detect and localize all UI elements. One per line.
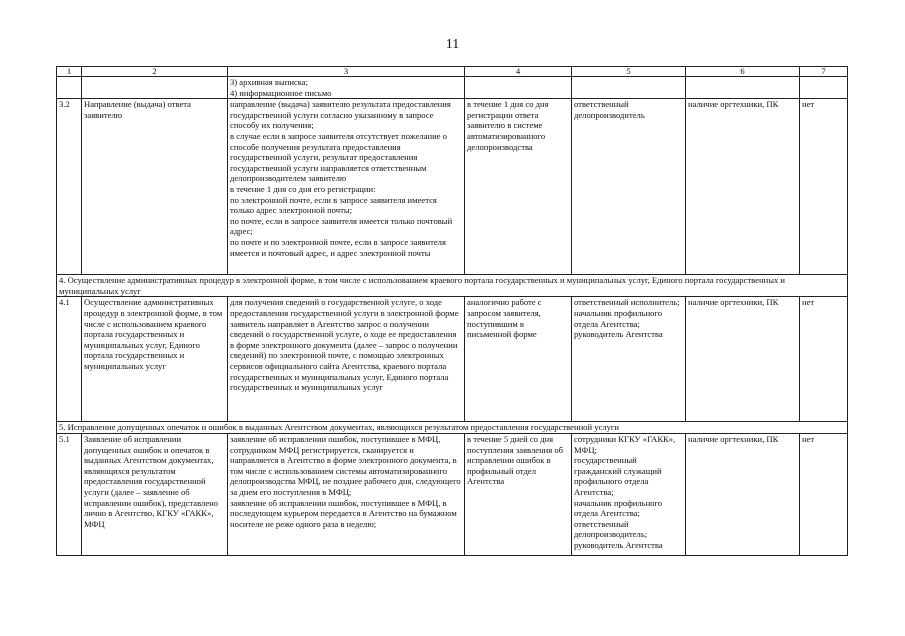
column-number-1: 1 <box>57 67 82 77</box>
section-title: 5. Исправление допущенных опечаток и ошибок в выданных Агентством документах, являющихся результатом предоставления государственной услуги <box>57 422 848 434</box>
column-number-2: 2 <box>82 67 228 77</box>
procedure-forms: нет <box>800 433 848 555</box>
table-row <box>57 77 848 99</box>
column-number-7: 7 <box>800 67 848 77</box>
procedure-term: в течение 1 дня со дня регистрации ответа заявителю в системе автоматизированного делопроизводства <box>465 99 572 275</box>
procedure-resources: наличие оргтехники, ПК <box>686 297 800 422</box>
procedure-forms: нет <box>800 297 848 422</box>
row-number: 4.1 <box>57 297 82 422</box>
table-row <box>57 297 848 422</box>
table-row <box>57 433 848 555</box>
procedure-executor: сотрудники КГКУ «ГАКК», МФЦ; государственный гражданский служащий профильного отдела Агентства; начальник профильного отдела Агентства; ответственный делопроизводитель; руководитель Агентства <box>572 433 686 555</box>
table-header-row <box>57 67 848 77</box>
procedure-table <box>56 66 848 556</box>
procedure-term: в течение 5 дней со дня поступления заявления об исправлении ошибок в профильный отдел Агентства <box>465 433 572 555</box>
procedure-content: направление (выдача) заявителю результата предоставления государственной услуги согласно указанному в запросе способу их получения; в случае если в запросе заявителя отсутствует пожелание о способе получения результата предоставления государственной услуги, результат предоставления государственной услуги направляется ответственным делопроизводителем заявителю в течение 1 дня со дня его регистрации: по электронной почте, если в запросе заявителя имеется только адрес электронной почты; по почте, если в запросе заявителя имеется только почтовый адрес; по почте и по электронной почте, если в запросе заявителя имеется и почтовый адрес, и адрес электронной почты <box>228 99 465 275</box>
procedure-executor: ответственный исполнитель; начальник профильного отдела Агентства; руководитель Агентства <box>572 297 686 422</box>
procedure-name: Осуществление административных процедур в электронной форме, в том числе с использованием краевого портала государственных и муниципальных услуг, Единого портала государственных и муниципальных услуг <box>82 297 228 422</box>
continuation-text: 3) архивная выписка; 4) информационное письмо <box>228 77 465 99</box>
column-number-4: 4 <box>465 67 572 77</box>
row-number: 3.2 <box>57 99 82 275</box>
procedure-executor: ответственный делопроизводитель <box>572 99 686 275</box>
section-row <box>57 422 848 434</box>
section-row <box>57 275 848 297</box>
procedure-content: для получения сведений о государственной услуге, о ходе предоставления государственной услуги в электронной форме заявитель направляет в Агентство запрос о получении сведений о государственной услуге, о ходе ее предоставления в форме электронного документа (далее – запрос о получении сведений) по электронной почте, с помощью электронных сервисов официального сайта Агентства, краевого портала государственных и муниципальных услуг, Единого портала государственных и муниципальных услуг <box>228 297 465 422</box>
procedure-term: аналогично работе с запросом заявителя, поступившим в письменной форме <box>465 297 572 422</box>
procedure-resources: наличие оргтехники, ПК <box>686 99 800 275</box>
procedure-content: заявление об исправлении ошибок, поступившее в МФЦ, сотрудником МФЦ регистрируется, сканируется и направляется в Агентство в форме электронного документа, в том числе с использованием системы автоматизированного делопроизводства МФЦ, не позднее рабочего дня, следующего за днем его поступления в МФЦ; заявление об исправлении ошибок, поступившее в МФЦ, в последующем курьером передается в Агентство на бумажном носителе не реже одного раза в неделю; <box>228 433 465 555</box>
table-row <box>57 99 848 275</box>
procedure-name: Заявление об исправлении допущенных ошибок и опечаток в выданных Агентством документах, являющихся результатом предоставления государственной услуги (далее – заявление об исправлении ошибок), представлено лично в Агентство, КГКУ «ГАКК», МФЦ <box>82 433 228 555</box>
procedure-resources: наличие оргтехники, ПК <box>686 433 800 555</box>
column-number-5: 5 <box>572 67 686 77</box>
page-number: 11 <box>445 37 460 52</box>
row-number: 5.1 <box>57 433 82 555</box>
procedure-forms: нет <box>800 99 848 275</box>
section-title: 4. Осуществление административных процедур в электронной форме, в том числе с использованием краевого портала государственных и муниципальных услуг, Единого портала государственных и муниципальных услуг <box>57 275 848 297</box>
column-number-3: 3 <box>228 67 465 77</box>
procedure-name: Направление (выдача) ответа заявителю <box>82 99 228 275</box>
column-number-6: 6 <box>686 67 800 77</box>
